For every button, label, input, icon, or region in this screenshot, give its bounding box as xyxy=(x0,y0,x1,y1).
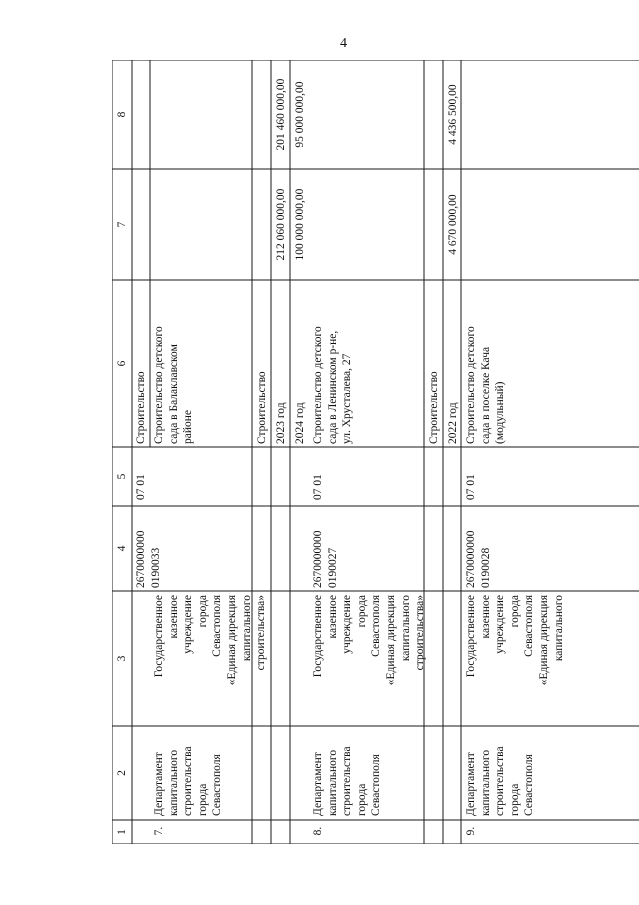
row7-2024-col8: 95 000 000,00 xyxy=(294,81,306,148)
row9-number: 9. xyxy=(465,826,477,836)
row9-section: 07 01 xyxy=(465,474,477,500)
row9-department: Департамент капитального строительства города Севастополя xyxy=(465,746,536,816)
row8-number: 8. xyxy=(312,826,324,836)
row7-subtype: Строительство xyxy=(256,371,268,444)
page-number: 4 xyxy=(340,36,347,51)
row7-year-2024: 2024 год xyxy=(294,402,306,444)
row7-number: 7. xyxy=(153,826,165,836)
row8-section: 07 01 xyxy=(312,474,324,500)
row8-institution: Государственное казенное учреждение города Севастополя «Единая дирекция капитального строительства» xyxy=(312,595,427,686)
row8-2022-col8: 4 436 500,00 xyxy=(447,84,459,145)
header-col-2: 2 xyxy=(116,770,128,776)
header-col-1: 1 xyxy=(116,829,128,835)
row9-object: Строительство детского сада в поселке Кача (модульный) xyxy=(465,326,507,444)
row7-code: 2670000000 0190033 xyxy=(135,530,162,588)
header-col-7: 7 xyxy=(116,221,128,228)
row7-2023-col7: 212 060 000,00 xyxy=(275,188,287,261)
row7-section: 07 01 xyxy=(135,474,147,500)
header-col-8: 8 xyxy=(116,111,128,118)
row7-object: Строительство детского сада в Балаклавском районе xyxy=(153,326,195,444)
row9-code: 2670000000 0190028 xyxy=(465,530,492,588)
row7-institution: Государственное казенное учреждение города Севастополя «Единая дирекция капитального строительства» xyxy=(153,595,268,686)
header-col-5: 5 xyxy=(116,473,128,480)
table-grid xyxy=(112,60,639,844)
header-col-6: 6 xyxy=(116,360,128,367)
header-col-4: 4 xyxy=(116,545,128,552)
row8-year-2022: 2022 год xyxy=(447,402,459,444)
row7-type: Строительство xyxy=(135,371,147,444)
row8-subtype: Строительство xyxy=(428,371,440,444)
row8-2022-col7: 4 670 000,00 xyxy=(447,194,459,255)
header-col-3: 3 xyxy=(116,655,128,662)
row8-department: Департамент капитального строительства города Севастополя xyxy=(312,746,383,816)
rotated-table xyxy=(112,60,639,844)
row9-institution: Государственное казенное учреждение города Севастополя «Единая дирекция капитального xyxy=(465,595,565,686)
row8-code: 2670000000 0190027 xyxy=(312,530,339,588)
row7-year-2023: 2023 год xyxy=(275,402,287,444)
row7-2023-col8: 201 460 000,00 xyxy=(275,78,287,151)
row7-department: Департамент капитального строительства города Севастополя xyxy=(153,746,224,816)
row7-2024-col7: 100 000 000,00 xyxy=(294,188,306,261)
row8-object: Строительство детского сада в Ленинском р-не, ул. Хрусталева, 27 xyxy=(312,326,354,444)
